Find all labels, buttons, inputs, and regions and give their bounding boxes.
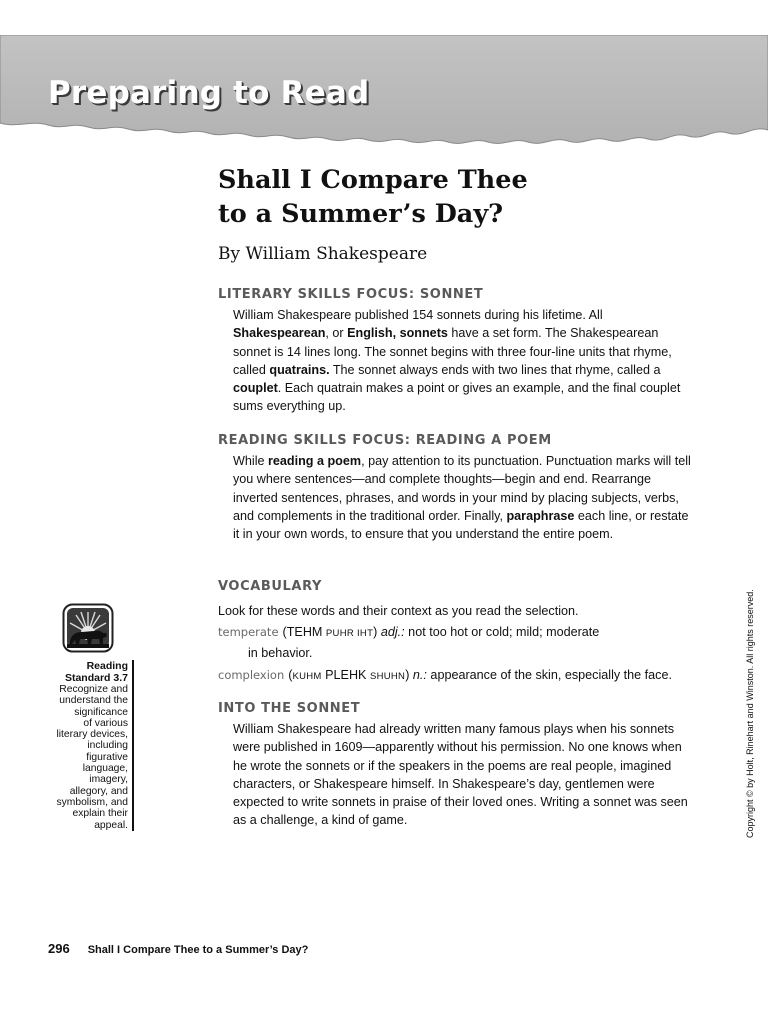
standard-line: symbolism, and — [56, 796, 128, 808]
copyright-notice: Copyright © by Holt, Rinehart and Winston. All rights reserved. — [745, 589, 755, 838]
standard-line: imagery, — [89, 774, 128, 786]
reading-skills-text: While reading a poem, pay attention to its punctuation. Punctuation marks will tell you where sentences—and complete thoughts—begin and end. Rearrange inverted sentences, phrases, and words in your mind by placing subjects, verbs, and complements in the traditional order. Finally, paraphrase each line, or restate it in your own words, to ensure that you understand the entire poem. — [233, 454, 691, 542]
selection-title — [218, 163, 528, 231]
into-the-sonnet-section — [218, 701, 698, 830]
standard-line: literary devices, — [56, 729, 128, 741]
literary-skills-section — [218, 287, 698, 416]
term-paraphrase: paraphrase — [506, 508, 575, 523]
term-couplet: couplet — [233, 381, 278, 396]
term-reading-a-poem: reading a poem — [268, 454, 362, 468]
term-quatrains: quatrains. — [269, 362, 330, 377]
into-the-sonnet-text: William Shakespeare had already written many famous plays when his sonnets were published in 1609—apparently without his permission. No one knows when he wrote the sonnets or if the speakers in the poems are real people, imagined characters, or Shakespeare himself. In Shakespeare’s day, gentlemen were expected to write sonnets in praise of their loved ones. Writing a sonnet was seen as a challenge, a kind of game. — [233, 722, 688, 828]
banner-title: Preparing to Read — [48, 75, 370, 111]
vocabulary-intro: Look for these words and their context as you read the selection. — [218, 604, 579, 618]
standard-line: figurative — [86, 751, 128, 763]
standard-line: of various — [83, 717, 128, 729]
standard-line: including — [87, 740, 128, 752]
standard-title-line1: Reading — [86, 660, 128, 672]
into-the-sonnet-heading: INTO THE SONNET — [218, 701, 361, 716]
vocab-entry-temperate: temperate (TEHM PUHR IHT) adj.: not too hot or cold; mild; moderate in behavior. — [218, 625, 600, 660]
selection-title-line2: to a Summer’s Day? — [218, 199, 504, 229]
reading-skills-heading: READING SKILLS FOCUS: READING A POEM — [218, 433, 552, 448]
standard-title-line2: Standard 3.7 — [64, 672, 128, 684]
term-english-sonnets: English, sonnets — [347, 326, 448, 341]
vocabulary-heading: VOCABULARY — [218, 579, 323, 594]
vocab-entry-complexion: complexion (KUHM PLEHK SHUHN) n.: appearance of the skin, especially the face. — [218, 667, 672, 682]
standard-line: understand the — [59, 695, 128, 707]
standard-line: language, — [82, 763, 128, 775]
page-number: 296 — [48, 941, 70, 956]
page-footer — [48, 941, 308, 956]
vocab-word: complexion — [218, 667, 285, 682]
standard-line: significance — [74, 706, 128, 718]
reading-skills-section — [218, 433, 698, 543]
vocabulary-section — [218, 579, 698, 686]
standard-line: Recognize and — [59, 684, 128, 695]
vocab-word: temperate — [218, 625, 279, 640]
term-shakespearean: Shakespearean — [233, 326, 326, 341]
literary-skills-heading: LITERARY SKILLS FOCUS: SONNET — [218, 287, 484, 302]
footer-title: Shall I Compare Thee to a Summer’s Day? — [87, 944, 309, 956]
reading-standard-box — [44, 660, 134, 831]
selection-title-line1: Shall I Compare Thee — [218, 165, 528, 195]
literary-skills-text: William Shakespeare published 154 sonnets during his lifetime. All Shakespearean, or English, sonnets have a set form. The Shakespearean sonnet is 14 lines long. The sonnet begins with three four-line units that rhyme, called quatrains. The sonnet always ends with two lines that rhyme, called a couplet. Each quatrain makes a point or gives an example, and the final couplet sums everything up. — [233, 308, 681, 414]
standard-line: appeal. — [94, 819, 128, 831]
selection-author: By William Shakespeare — [218, 244, 428, 264]
standard-line: explain their — [72, 808, 128, 820]
standard-line: allegory, and — [69, 785, 128, 797]
bear-icon — [62, 603, 114, 653]
